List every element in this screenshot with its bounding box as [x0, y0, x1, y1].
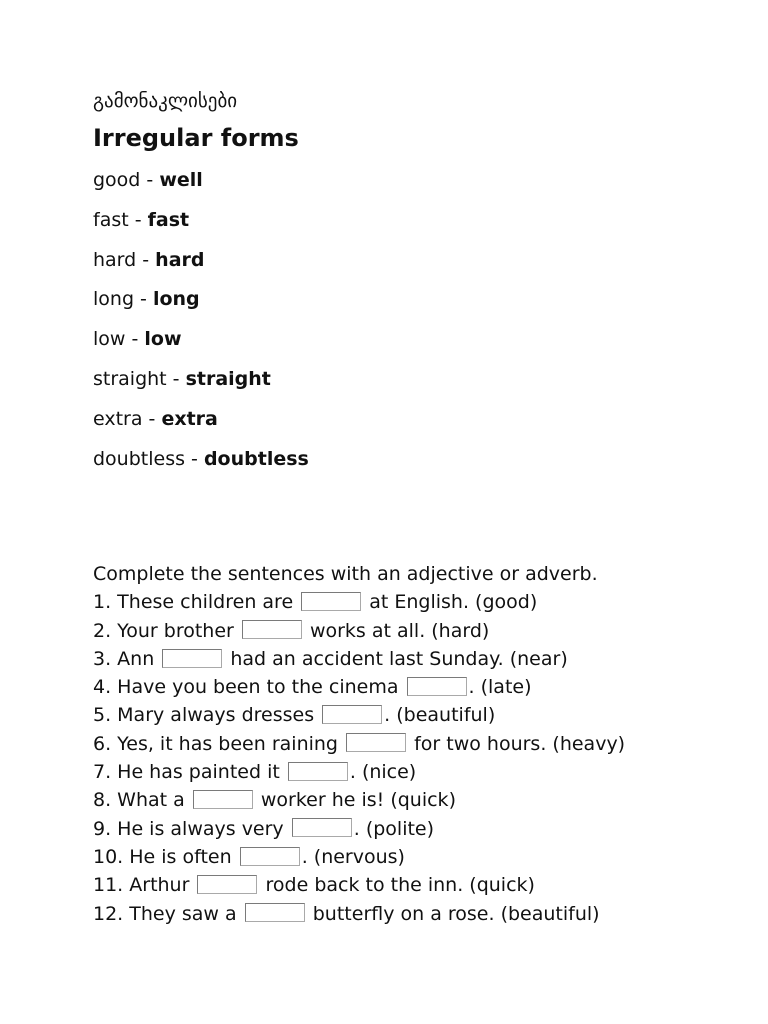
- exercise-instruction: Complete the sentences with an adjective or adverb.: [93, 563, 598, 585]
- form-separator: -: [128, 208, 148, 231]
- answer-input-8[interactable]: [193, 790, 253, 809]
- answer-input-11[interactable]: [197, 875, 257, 894]
- form-item: [93, 247, 309, 287]
- form-separator: -: [185, 447, 204, 470]
- sentence-after: at English. (good): [369, 591, 538, 614]
- sentence-after: . (late): [468, 676, 532, 699]
- form-item: [93, 207, 309, 247]
- form-adverb: doubtless: [203, 447, 309, 470]
- form-adverb: fast: [147, 208, 190, 231]
- answer-input-7[interactable]: [288, 762, 348, 781]
- sentence-row: [93, 843, 625, 871]
- sentence-row: [93, 730, 625, 758]
- sentence-after: . (nice): [349, 761, 417, 784]
- sentence-row: [93, 786, 625, 814]
- sentence-after: . (beautiful): [384, 704, 496, 727]
- sentence-before: 7. He has painted it: [93, 761, 280, 784]
- answer-input-12[interactable]: [245, 903, 305, 922]
- sentence-before: 10. He is often: [93, 845, 232, 868]
- form-item: [93, 406, 309, 446]
- sentence-before: 4. Have you been to the cinema: [93, 676, 399, 699]
- sentence-before: 5. Mary always dresses: [93, 704, 315, 727]
- answer-input-5[interactable]: [322, 705, 382, 724]
- sentence-after: . (nervous): [301, 845, 405, 868]
- form-adverb: hard: [155, 248, 205, 271]
- georgian-title: გამონაკლისები: [93, 90, 238, 112]
- sentence-before: 1. These children are: [93, 591, 294, 614]
- sentence-row: [93, 588, 625, 616]
- exercise-section: [93, 560, 625, 928]
- sentence-after: had an accident last Sunday. (near): [230, 647, 568, 670]
- form-separator: -: [142, 407, 162, 430]
- form-separator: -: [136, 248, 156, 271]
- sentence-before: 12. They saw a: [93, 902, 237, 925]
- sentence-before: 11. Arthur: [93, 874, 190, 897]
- sentence-before: 3. Ann: [93, 647, 155, 670]
- answer-input-6[interactable]: [346, 733, 406, 752]
- sentence-before: 8. What a: [93, 789, 185, 812]
- answer-input-9[interactable]: [292, 818, 352, 837]
- form-separator: -: [140, 169, 160, 191]
- form-adverb: extra: [161, 407, 218, 430]
- form-adjective: hard: [93, 248, 137, 271]
- form-adjective: fast: [93, 208, 129, 231]
- answer-input-4[interactable]: [407, 677, 467, 696]
- form-adjective: doubtless: [93, 447, 186, 470]
- sentence-row: [93, 645, 625, 673]
- sentence-after: rode back to the inn. (quick): [265, 874, 535, 897]
- sentence-row: [93, 701, 625, 729]
- form-item: [93, 286, 309, 326]
- irregular-forms-list: [93, 167, 309, 485]
- sentence-row: [93, 900, 625, 928]
- form-item: [93, 326, 309, 366]
- sentence-after: works at all. (hard): [309, 619, 490, 642]
- answer-input-2[interactable]: [242, 620, 302, 639]
- form-adjective: long: [93, 288, 135, 311]
- sentence-before: 9. He is always very: [93, 817, 284, 840]
- form-item: [93, 167, 309, 207]
- form-separator: -: [125, 328, 145, 351]
- form-adjective: good: [93, 169, 141, 191]
- form-adverb: straight: [185, 367, 271, 390]
- exercise-sentences: [93, 588, 625, 928]
- page-heading: Irregular forms: [93, 124, 299, 152]
- form-separator: -: [134, 288, 153, 311]
- sentence-row: [93, 815, 625, 843]
- form-adverb: well: [159, 169, 203, 191]
- sentence-after: . (polite): [353, 817, 435, 840]
- answer-input-10[interactable]: [240, 847, 300, 866]
- form-adverb: long: [152, 288, 200, 311]
- sentence-before: 2. Your brother: [93, 619, 234, 642]
- sentence-before: 6. Yes, it has been raining: [93, 732, 338, 755]
- sentence-after: for two hours. (heavy): [414, 732, 626, 755]
- form-item: [93, 446, 309, 486]
- answer-input-1[interactable]: [301, 592, 361, 611]
- form-separator: -: [166, 367, 186, 390]
- sentence-row: [93, 758, 625, 786]
- sentence-row: [93, 617, 625, 645]
- sentence-after: worker he is! (quick): [260, 789, 456, 812]
- answer-input-3[interactable]: [162, 649, 222, 668]
- form-adjective: low: [93, 328, 126, 351]
- sentence-row: [93, 871, 625, 899]
- sentence-row: [93, 673, 625, 701]
- form-item: [93, 366, 309, 406]
- form-adjective: straight: [93, 367, 167, 390]
- form-adjective: extra: [93, 407, 143, 430]
- form-adverb: low: [144, 328, 182, 351]
- sentence-after: butterfly on a rose. (beautiful): [312, 902, 600, 925]
